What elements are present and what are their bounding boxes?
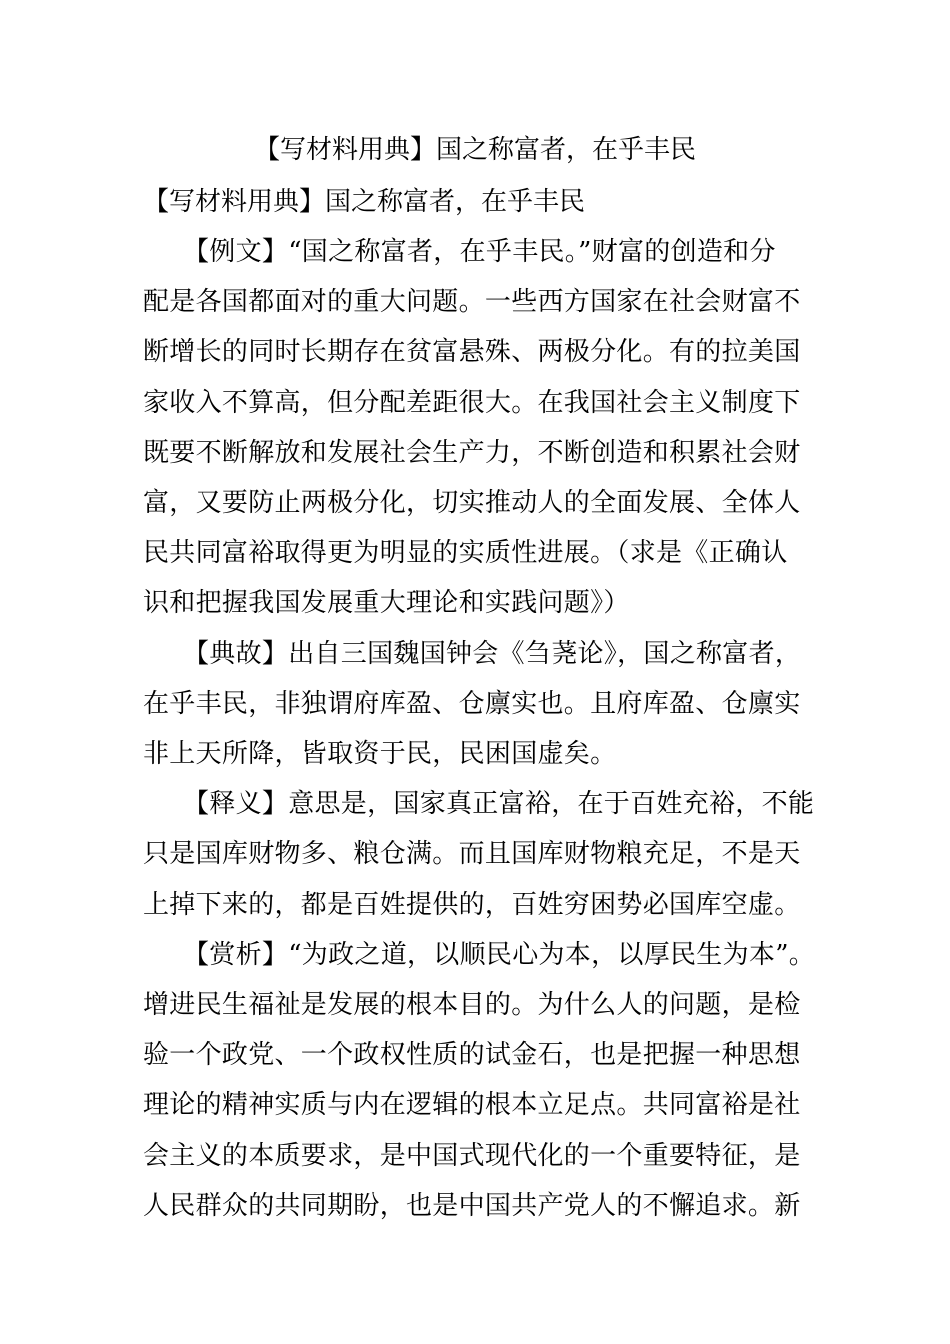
text-line: 既要不断解放和发展社会生产力，不断创造和积累社会财 [143, 438, 801, 468]
text-line: 【赏析】“为政之道，以顺民心为本，以厚民生为本”。 [183, 940, 816, 970]
text-line: 家收入不算高，但分配差距很大。在我国社会主义制度下 [143, 388, 801, 418]
page-title: 【写材料用典】国之称富者，在乎丰民 [253, 135, 696, 165]
text-line: 非上天所降，皆取资于民，民困国虚矣。 [143, 739, 617, 769]
text-line: 在乎丰民，非独谓府库盈、仓廪实也。且府库盈、仓廪实 [143, 689, 801, 719]
text-line: 验一个政党、一个政权性质的试金石，也是把握一种思想 [143, 1040, 801, 1070]
text-line: 断增长的同时长期存在贫富悬殊、两极分化。有的拉美国 [143, 337, 801, 367]
text-line: 民共同富裕取得更为明显的实质性进展。（求是《正确认 [143, 538, 788, 568]
text-line: 【典故】出自三国魏国钟会《刍荛论》，国之称富者， [183, 639, 802, 669]
text-line: 上掉下来的，都是百姓提供的，百姓穷困势必国库空虚。 [143, 890, 801, 920]
page-subtitle: 【写材料用典】国之称富者，在乎丰民 [143, 187, 586, 217]
text-line: 【例文】“国之称富者，在乎丰民。”财富的创造和分 [183, 237, 776, 267]
text-line: 理论的精神实质与内在逻辑的根本立足点。共同富裕是社 [143, 1090, 801, 1120]
text-line: 会主义的本质要求，是中国式现代化的一个重要特征，是 [143, 1141, 801, 1171]
text-line: 识和把握我国发展重大理论和实践问题》） [143, 588, 630, 618]
text-line: 只是国库财物多、粮仓满。而且国库财物粮充足，不是天 [143, 839, 801, 869]
text-line: 【释义】意思是，国家真正富裕，在于百姓充裕，不能 [183, 789, 815, 819]
text-line: 增进民生福祉是发展的根本目的。为什么人的问题，是检 [143, 990, 801, 1020]
text-line: 人民群众的共同期盼，也是中国共产党人的不懈追求。新 [143, 1191, 801, 1221]
text-line: 富，又要防止两极分化，切实推动人的全面发展、全体人 [143, 488, 801, 518]
text-line: 配是各国都面对的重大问题。一些西方国家在社会财富不 [143, 287, 801, 317]
